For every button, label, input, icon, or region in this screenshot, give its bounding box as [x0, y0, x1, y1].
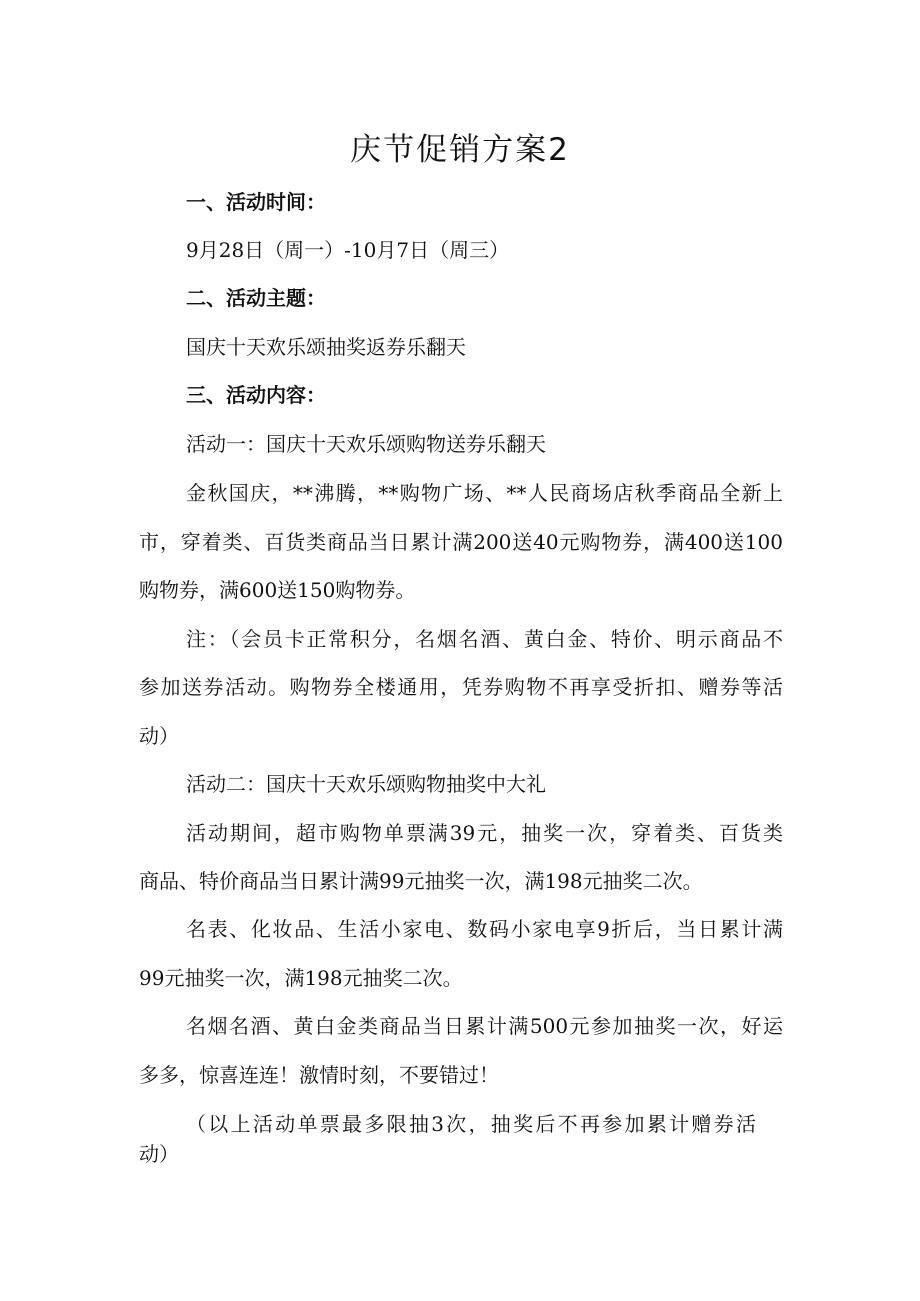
section-heading-content: 三、活动内容： — [186, 383, 326, 407]
activity-one-title: 活动一：国庆十天欢乐颂购物送券乐翻天 — [186, 432, 546, 456]
section-heading-time: 一、活动时间： — [186, 190, 326, 214]
note-line: 注：（会员卡正常积分，名烟名酒、黄白金、特价、明示商品不 — [186, 627, 783, 651]
activity-theme-text: 国庆十天欢乐颂抽奖返券乐翻天 — [186, 335, 466, 359]
paragraph-line: 99元抽奖一次，满198元抽奖二次。 — [139, 966, 463, 990]
activity-two-title: 活动二：国庆十天欢乐颂购物抽奖中大礼 — [186, 772, 546, 796]
paragraph-line: 购物券，满600送150购物券。 — [139, 578, 416, 602]
note-line: 动） — [139, 724, 179, 748]
paragraph-line: 名烟名酒、黄白金类商品当日累计满500元参加抽奖一次，好运 — [186, 1014, 783, 1038]
note-line: 参加送券活动。购物券全楼通用，凭券购物不再享受折扣、赠券等活 — [139, 675, 783, 699]
remark-line: （以上活动单票最多限抽3次，抽奖后不再参加累计赠券活 — [186, 1112, 756, 1136]
section-heading-theme: 二、活动主题： — [186, 286, 326, 310]
paragraph-line: 多多，惊喜连连！激情时刻，不要错过！ — [139, 1063, 499, 1087]
paragraph-line: 活动期间，超市购物单票满39元，抽奖一次，穿着类、百货类 — [186, 821, 783, 845]
activity-time-text: 9月28日（周一）-10月7日（周三） — [186, 238, 510, 262]
paragraph-line: 金秋国庆，**沸腾，**购物广场、**人民商场店秋季商品全新上 — [186, 481, 783, 505]
document-title: 庆节促销方案2 — [350, 132, 570, 168]
remark-line: 动） — [139, 1142, 179, 1166]
paragraph-line: 名表、化妆品、生活小家电、数码小家电享9折后，当日累计满 — [186, 917, 783, 941]
paragraph-line: 市，穿着类、百货类商品当日累计满200送40元购物券，满400送100 — [139, 530, 783, 554]
paragraph-line: 商品、特价商品当日累计满99元抽奖一次，满198元抽奖二次。 — [139, 869, 703, 893]
